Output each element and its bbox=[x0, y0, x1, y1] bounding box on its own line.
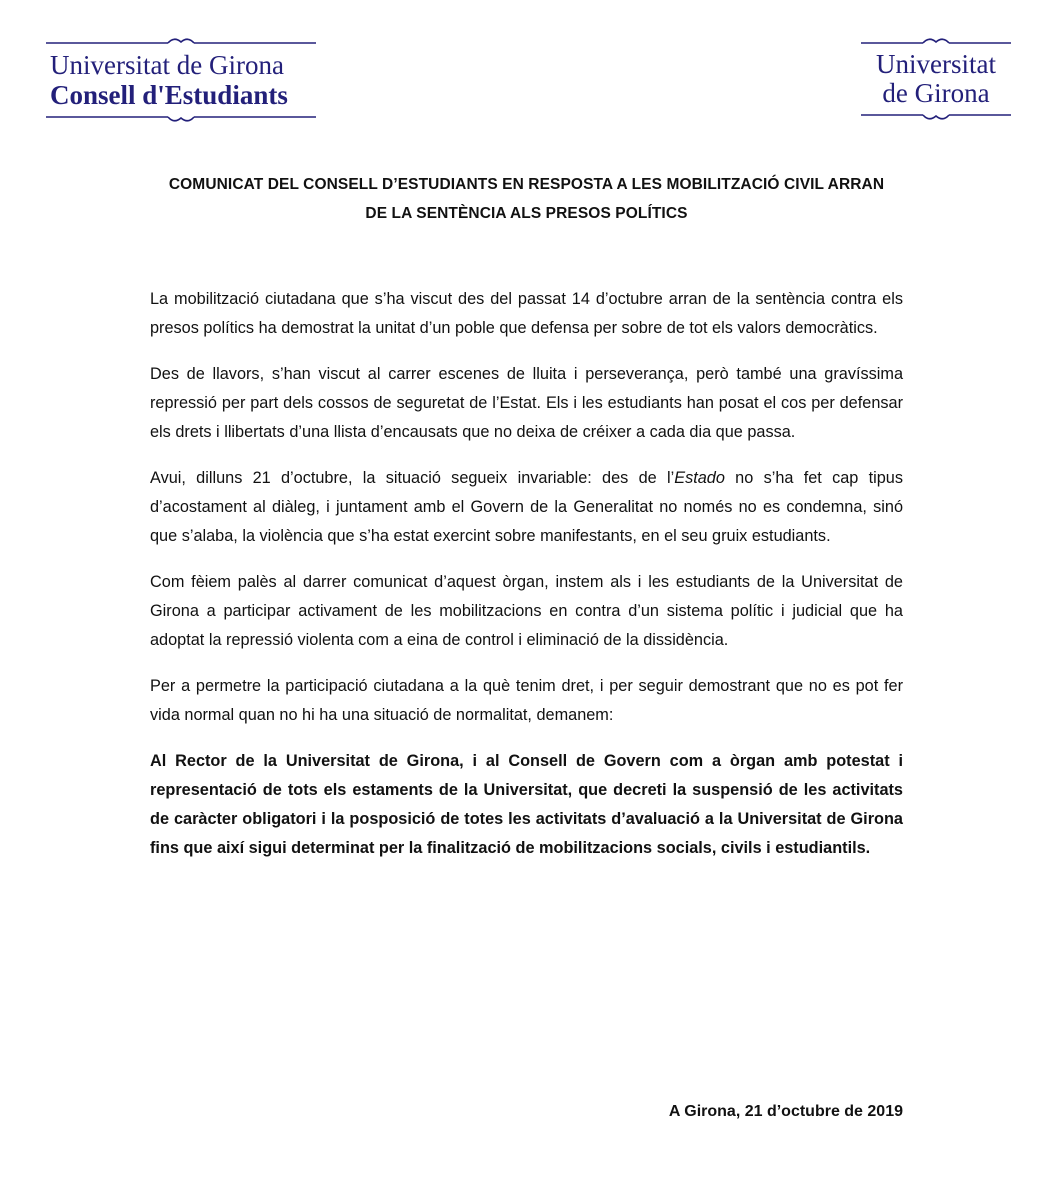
paragraph-3-italic: Estado bbox=[674, 469, 725, 487]
title-line-2: DE LA SENTÈNCIA ALS PRESOS POLÍTICS bbox=[365, 205, 688, 222]
paragraph-2: Des de llavors, s’han viscut al carrer escenes de lluita i perseverança, però també una gravíssima repressió per part dels cossos de seguretat de l’Estat. Els i les estudiants han posat el cos per defensar els drets i llibertats d’una llista d’encausats que no deixa de créixer a cada dia que passa. bbox=[150, 365, 903, 441]
paragraph-3 bbox=[150, 464, 903, 551]
logo-left-line1: Universitat de Girona bbox=[50, 50, 284, 80]
universitat-girona-logo bbox=[856, 36, 1016, 122]
paragraph-4: Com fèiem palès al darrer comunicat d’aquest òrgan, instem als i les estudiants de la Universitat de Girona a participar activament de les mobilitzacions en contra d’un sistema polític i judicial que ha adoptat la repressió violenta com a eina de control i eliminació de la dissidència. bbox=[150, 573, 903, 649]
logo-bottom-ornament-icon bbox=[46, 110, 316, 124]
signature-date: A Girona, 21 d’octubre de 2019 bbox=[668, 1103, 903, 1120]
logo-right-line2: de Girona bbox=[882, 78, 990, 108]
paragraph-3-before: Avui, dilluns 21 d’octubre, la situació segueix invariable: des de l’ bbox=[150, 469, 675, 487]
document-body bbox=[150, 285, 903, 880]
document-title bbox=[120, 170, 933, 228]
logo-bottom-ornament-icon bbox=[861, 108, 1011, 122]
title-line-1: COMUNICAT DEL CONSELL D’ESTUDIANTS EN RESPOSTA A LES MOBILITZACIÓ CIVIL ARRAN bbox=[168, 176, 885, 193]
consell-estudiants-logo bbox=[40, 36, 330, 124]
demand-paragraph: Al Rector de la Universitat de Girona, i al Consell de Govern com a òrgan amb potestat i representació de tots els estaments de la Universitat, que decreti la suspensió de les activitats de caràcter obligatori i la posposició de totes les activitats d’avaluació a la Universitat de Girona fins que així sigui determinat per la finalització de mobilitzacions socials, civils i estudiantils. bbox=[150, 752, 903, 857]
paragraph-3-after: no s’ha fet cap tipus d’acostament al diàleg, i juntament amb el Govern de la Generalitat no només no es condemna, sinó que s’alaba, la violència que s’ha estat exercint sobre manifestants, en el seu gruix estudiants. bbox=[150, 469, 903, 545]
paragraph-1: La mobilització ciutadana que s’ha viscut des del passat 14 d’octubre arran de la sentència contra els presos polítics ha demostrat la unitat d’un poble que defensa per sobre de tot els valors democràtics. bbox=[150, 290, 903, 337]
paragraph-5: Per a permetre la participació ciutadana a la què tenim dret, i per seguir demostrant que no es pot fer vida normal quan no hi ha una situació de normalitat, demanem: bbox=[150, 677, 903, 724]
logo-top-ornament-icon bbox=[46, 36, 316, 50]
logo-top-ornament-icon bbox=[861, 36, 1011, 50]
logo-left-line2: Consell d'Estudiants bbox=[50, 80, 288, 110]
logo-right-line1: Universitat bbox=[876, 49, 996, 79]
